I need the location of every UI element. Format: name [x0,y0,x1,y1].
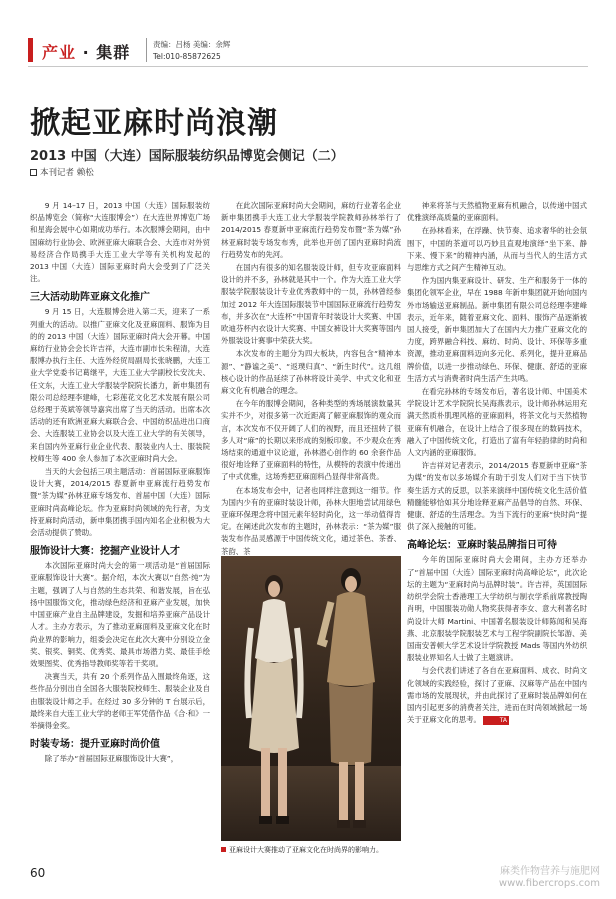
paragraph: 除了举办“首届国际亚麻服饰设计大赛”， [44,754,179,764]
article-title: 掀起亚麻时尚浪潮 [30,106,278,141]
paragraph: 在今年的服博会期间，各种类型的秀场展演数量其实并不少，对很多第一次近距离了解亚麻服饰的观众而言，本次发布不仅开阔了人们的视野，而且还扭转了很多人对“麻”的长期以来形成的刻板印象。不少观众在秀场结束的通道中议论道，孙林潜心创作的 60 余套作品很好地诠释了亚麻面料的特性，从模特的表演中传递出了中式优雅，这场秀把亚麻面料凸显得非常高贵。 [221,399,401,482]
photo-caption [221,845,411,855]
caption-marker-icon [221,847,226,852]
subheading: 时装专场：提升亚麻时尚价值 [30,739,160,751]
editor-credits [153,39,230,63]
header-rule [28,66,588,67]
credits-tel: Tel:010-85872625 [153,52,221,61]
text-column-3 [407,200,587,860]
paragraph: 本次国际亚麻时尚大会的第一项活动是“首届国际亚麻服饰设计大赛”。据介绍，本次大赛以“自然·纯”为主题，强调了人与自然的生态共荣、和谐发展，旨在弘扬中国服饰文化，推动绿色经济和亚麻产业发展，加快中国亚麻产业自主品牌建设，发掘和培养亚麻产品设计人才。主办方表示，为了推动亚麻面料及亚麻文化在时尚业界的影响力，组委会决定在此次大赛中分别设立金奖、银奖、铜奖、优秀奖、最具市场潜力奖、最佳手绘效果图奖、优秀指导教师奖等若干奖项。 [30,561,210,668]
paragraph: 今年的国际亚麻时尚大会期间，主办方还举办了“首届中国（大连）国际亚麻时尚高峰论坛”，此次论坛的主题为“亚麻时尚与品牌时装”。许吉祥，英国国际纺织学会院士香港理工大学纺织与制衣学系前席教授陶肖明，中国服装功勋人物奖获得者李女、意大利著名时尚设计大师 Martini、中国著名服装设计师陈闻和吴海燕、北京服装学院服装艺术与工程学院副院长邹游、美国南安普顿大学艺术设计学院教授 Mads 等国内外纺织服装业界知名人士做了主题演讲。 [407,555,587,663]
paragraph: 在看完孙林的专场发布后，著名设计师、中国美术学院设计艺术学院院长吴海燕表示，设计师孙林运用充满天然质朴肌理风格的亚麻面料，将茶文化与天然植物亚麻有机融合，在设计上结合了很多现在的数码技术，融入了中国传统文化，打造出了富有年轻韵律的时尚和人文内涵的亚麻服饰。 [407,387,587,458]
paragraph [407,665,587,726]
section-dot: · [82,43,90,62]
model-left-image [243,568,305,833]
text-column-1 [30,200,210,860]
watermark-line2: www.fibercrops.com [498,878,600,889]
article-subtitle: 2013 中国（大连）国际服装纺织品博览会侧记（二） [30,149,344,164]
paragraph: 在本场发布会中，记者也同样注意到这一细节。作为国内少有的亚麻时装设计师，孙林大胆地尝试用绿色亚麻环保理念将中国元素年轻时尚化，这一举动值得肯定。在阐述此次发布的主题时，孙林表示：“茶为媒”服装发布作品灵感源于中国传统文化，通过茶色、茶香、茶韵、茶 [221,485,401,556]
text-column-2 [221,200,401,556]
caption-text: 亚麻设计大赛推动了亚麻文化在时尚界的影响力。 [229,846,383,854]
header-divider [146,38,147,62]
paragraph: 当天的大会包括三项主题活动：首届国际亚麻服饰设计大赛，2014/2015 春夏新申亚麻流行趋势发布暨“茶为媒”孙林亚麻专场发布、首届中国（大连）国际亚麻时尚高峰论坛。作为亚麻时尚领域的先行者，为支持亚麻时尚活动，新申集团携手国内知名企业积极为大会活动提供了赞助。 [30,467,210,538]
paragraph: 许吉祥对记者表示，2014/2015 春夏新申亚麻“茶为媒”的发布以多场媒介有助于引发人们对于当下快节奏生活方式的反思，以茶来演绎中国传统文化生活价值精髓能够恰如其分地诠释亚麻产品倡导的自然、环保、健康、舒适的生活理念。为当下流行的亚麻“快时尚”提供了深入接触的可能。 [407,461,587,532]
paragraph: 决赛当天，共有 20 个系列作品入围最终角逐，这些作品分别出自全国各大服装院校师生、服装企业及自由服装设计师之手。在经过 30 多分钟的 T 台展示后，最终来自大连工业大学的老师王军凭借作品《合·和》一举摘得金奖。 [30,672,210,730]
paragraph: 神来将茶与天然植物亚麻有机融合，以传递中国式优雅演绎高质量的亚麻面料。 [407,201,587,223]
model-right-image [319,562,383,834]
author-name: 本刊记者 赖松 [40,168,94,178]
author-box-icon [30,169,37,176]
page-number: 60 [30,866,46,880]
photo-frame [221,556,401,841]
subheading: 三大活动助阵亚麻文化推广 [30,292,150,304]
paragraph-text: 与会代表们讲述了各自在亚麻面料、成衣、时尚文化领域的实践经验，探讨了亚麻、汉麻等产品在中国内需市场的发展现状，并由此探讨了亚麻时装品牌如何在国内引起更多的消费者关注，进而在时尚领域掀起一场关于亚麻文化的思考。 [407,666,587,725]
section-name-b: 集群 [96,43,131,62]
paragraph: 9 月 14–17 日，2013 中国（大连）国际服装纺织品博览会（简称“大连服博会”）在大连世界博览广场和星海会展中心如期成功举行。本次服博会期间，由中国麻纺行业协会、欧洲亚麻大麻联合会、大连市对外贸易经济合作局携手大连工业大学等有关机构发起的 2013 中国（大连）国际亚麻时尚大会受到了广泛关注。 [30,201,210,284]
end-mark: TA [483,716,509,725]
paragraph: 本次发布的主题分为四大板块，内容包含“精神本源”、“静谧之美”、“返璞归真”、“新生时代”。这几组核心设计的作品延续了孙林将设计美学、中式文化和亚麻文化有机融合的理念。 [221,349,401,396]
paragraph: 在国内有很多的知名服装设计师，但专攻亚麻面料设计的并不多，孙林就是其中一个。作为大连工业大学服装学院服装设计专业优秀教师中的一员，孙林曾经参加过 2012 年大连国际服装节中国国际亚麻流行趋势发布，并多次在“大连杯”中国青年时装设计大奖赛、中国欧迪芬杯内衣设计大奖赛、中国女裤设计大奖赛等国内外服装设计赛事中荣获大奖。 [221,263,401,346]
paragraph: 在此次国际亚麻时尚大会期间，麻纺行业著名企业新申集团携手大连工业大学服装学院教师孙林举行了 2014/2015 春夏新申亚麻流行趋势发布暨“茶为媒”孙林亚麻时装专场发布秀，此举也开创了国内亚麻时尚流行趋势发布的先河。 [221,201,401,259]
section-name-a: 产业 [42,43,77,62]
watermark [440,866,600,890]
paragraph: 作为国内集亚麻设计、研发、生产和服务于一体的集团化领军企业，早在 1988 年新申集团就开始向国内外市场输送亚麻制品。新申集团有限公司总经理李建峰表示，近年来，随着亚麻文化、面料、服饰产品逐渐被国人接受，新申集团加大了在国内大力推广亚麻文化的力度，跨界融合科技、麻纺、时尚、设计、环保等多重资源，推动亚麻面料迈向多元化、系列化，提升亚麻品牌价值，以进一步推动绿色、环保、健康、舒适的亚麻生活方式与消费者时尚生活产生共鸣。 [407,276,587,383]
paragraph: 9 月 15 日，大连服博会进入第二天，迎来了一系列重大的活动。以推广亚麻文化及亚麻面料、服饰为目的的 2013 中国（大连）国际亚麻时尚大会开幕。中国麻纺行业协会会长许吉祥，大连市副市长朱程清，大连服博办执行主任、大连外经贸局副局长张晓鹏，大连工业大学党委书记葛继平，大连工业大学副校长安沈夫、任文东，大连工业大学服装学院院长潘力，新申集团有限公司总经理李建峰，七彩莲花文化艺术发展有限公司总经理于英斌等领导嘉宾出席了当天的活动。出席本次活动的还有欧洲亚麻大麻联合会、中国纺织品进出口商会、大连服装工业协会以及大连工业大学的有关领导，来自国内外亚麻行业企业代表、服装业内人士、服装院校师生等 400 余人参加了本次亚麻时尚大会。 [30,307,210,463]
header-accent-bar [28,38,33,62]
watermark-line1: 麻类作物营养与施肥网 [500,866,600,877]
subheading: 高峰论坛：亚麻时装品牌指日可待 [407,540,557,552]
article-author [30,166,94,178]
paragraph: 在孙林看来，在浮躁、快节奏、追求奢华的社会氛围下，中国的茶道可以巧妙且直观地演绎“坐下来、静下来、慢下来”的精神内涵，从而与当代人的生活方式与思维方式之间产生精神互动。 [407,226,587,273]
credits-editors: 责编：吕杨 美编：余辉 [153,40,231,49]
runway-photo [221,556,401,841]
section-label [42,40,130,63]
page-header [28,36,588,66]
subheading: 服饰设计大赛：挖掘产业设计人才 [30,546,180,558]
